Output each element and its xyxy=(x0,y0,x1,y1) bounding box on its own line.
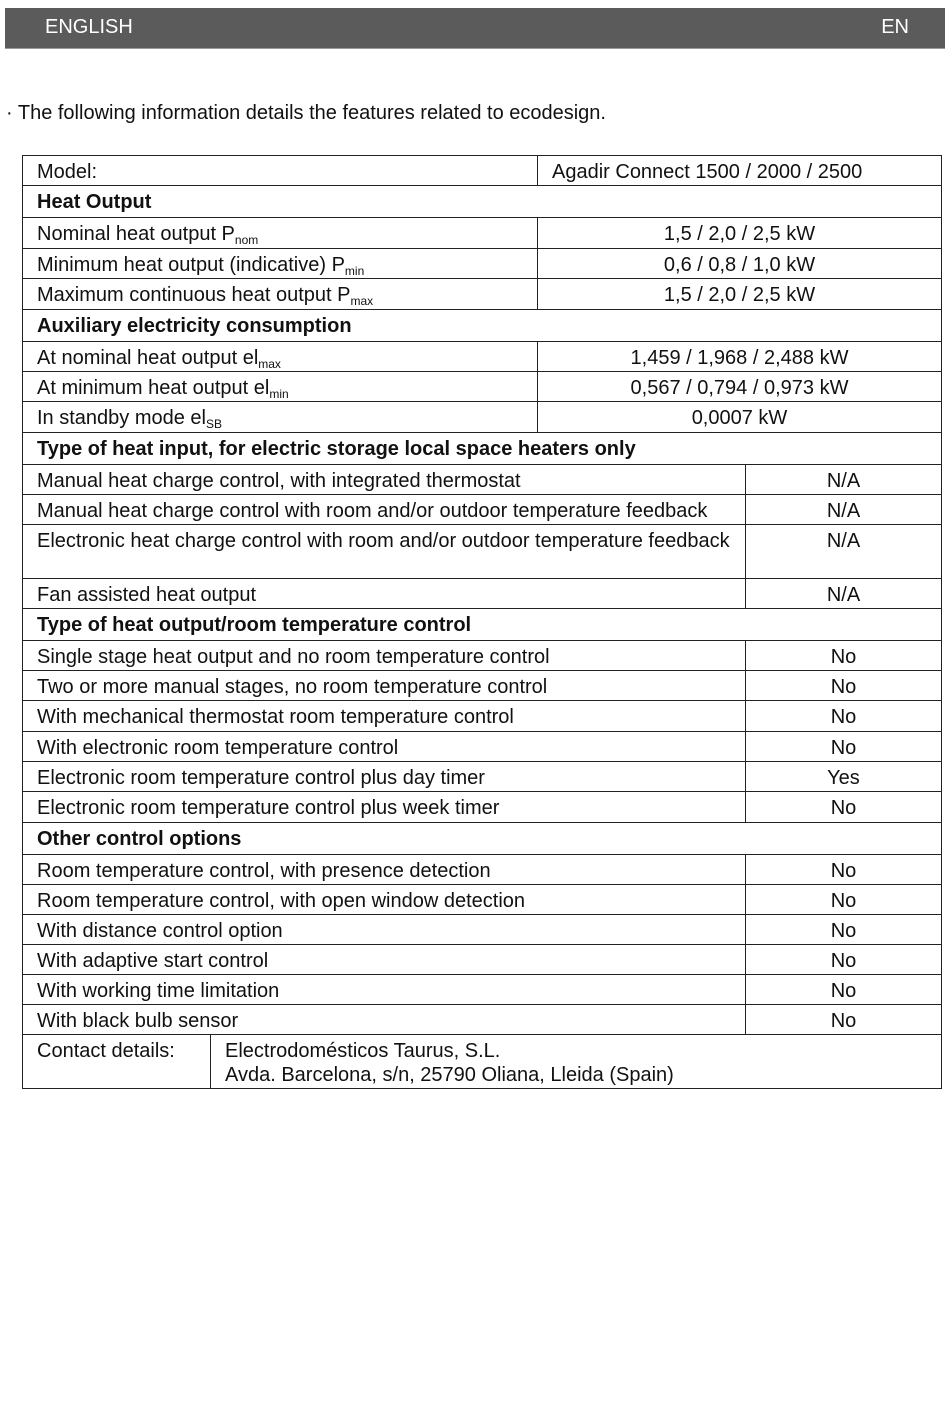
row-label xyxy=(23,525,745,578)
row-value xyxy=(745,465,941,494)
row-label-text: Room temperature control, with presence detection xyxy=(37,860,491,882)
section-title: Type of heat output/room temperature control xyxy=(37,614,472,636)
row-label xyxy=(23,279,537,309)
row-label xyxy=(23,945,745,974)
table-row xyxy=(23,402,941,433)
row-label xyxy=(23,372,537,401)
row-label-text: With mechanical thermostat room temperature control xyxy=(37,706,514,728)
section-title: Other control options xyxy=(37,828,242,850)
table-row xyxy=(23,249,941,279)
row-value xyxy=(537,218,941,248)
row-value xyxy=(537,402,941,432)
table-row xyxy=(23,855,941,885)
row-value-text: No xyxy=(830,950,857,972)
row-label xyxy=(23,465,745,494)
table-row xyxy=(23,915,941,945)
row-value xyxy=(745,495,941,524)
row-value-text: 1,5 / 2,0 / 2,5 kW xyxy=(663,223,816,245)
row-value-text: 0,0007 kW xyxy=(691,407,788,429)
table-row xyxy=(23,671,941,701)
row-label xyxy=(23,249,537,278)
row-value xyxy=(745,732,941,761)
table-row xyxy=(23,279,941,310)
section-header-row xyxy=(23,823,941,855)
row-label-text: With adaptive start control xyxy=(37,950,269,972)
page-header-bar xyxy=(5,8,945,49)
row-label xyxy=(23,641,745,670)
row-label-text: Fan assisted heat output xyxy=(37,584,257,606)
section-header-row xyxy=(23,433,941,465)
row-label xyxy=(23,762,745,791)
table-row xyxy=(23,495,941,525)
row-value-text: No xyxy=(830,676,857,698)
row-value-text: 0,567 / 0,794 / 0,973 kW xyxy=(630,377,849,399)
row-label xyxy=(23,671,745,700)
row-value xyxy=(537,342,941,371)
row-label-text: Manual heat charge control, with integrated thermostat xyxy=(37,470,521,492)
row-value-text: No xyxy=(830,706,857,728)
row-label xyxy=(23,915,745,944)
row-value-text: No xyxy=(830,890,857,912)
table-row xyxy=(23,218,941,249)
row-label-text: At minimum heat output el xyxy=(37,377,270,399)
section-title: Auxiliary electricity consumption xyxy=(37,315,352,337)
row-label xyxy=(23,156,537,185)
row-value-text: 1,459 / 1,968 / 2,488 kW xyxy=(630,347,849,369)
row-value-text: No xyxy=(830,860,857,882)
row-label-text: With working time limitation xyxy=(37,980,280,1002)
intro-text: · The following information details the features related to ecodesign. xyxy=(6,102,606,124)
row-label xyxy=(23,792,745,822)
row-label-text: Contact details: xyxy=(37,1040,175,1062)
row-label xyxy=(23,701,745,731)
row-value xyxy=(537,249,941,278)
row-label xyxy=(23,579,745,608)
table-row xyxy=(23,525,941,579)
row-label xyxy=(23,1035,210,1088)
table-row xyxy=(23,792,941,823)
table-row xyxy=(23,701,941,732)
row-label-text: Manual heat charge control with room and/or outdoor temperature feedback xyxy=(37,500,708,522)
row-value xyxy=(537,372,941,401)
row-value xyxy=(537,156,941,185)
table-row xyxy=(23,732,941,762)
row-label xyxy=(23,885,745,914)
row-value-text: Yes xyxy=(827,767,860,789)
row-label-text: At nominal heat output el xyxy=(37,347,259,369)
row-label-text: Single stage heat output and no room temperature control xyxy=(37,646,550,668)
row-label-subscript: max xyxy=(350,294,374,308)
row-value-text: N/A xyxy=(826,500,861,522)
row-value-text: No xyxy=(830,797,857,819)
section-header-row xyxy=(23,186,941,218)
row-value-text: No xyxy=(830,646,857,668)
row-label xyxy=(23,402,537,432)
row-value-text: N/A xyxy=(826,470,861,492)
row-label-text: Nominal heat output P xyxy=(37,223,235,245)
section-title: Type of heat input, for electric storage local space heaters only xyxy=(37,438,636,460)
row-value-text: N/A xyxy=(826,584,861,606)
row-value xyxy=(745,945,941,974)
row-label-text: Electronic heat charge control with room and/or outdoor temperature feedback xyxy=(37,530,730,552)
row-label-text: Electronic room temperature control plus week timer xyxy=(37,797,500,819)
row-label-text: Model: xyxy=(37,161,98,183)
row-value-text: No xyxy=(830,737,857,759)
row-value-text-line2: Avda. Barcelona, s/n, 25790 Oliana, Lleida (Spain) xyxy=(225,1064,674,1086)
row-value xyxy=(745,701,941,731)
row-label-subscript: nom xyxy=(234,233,259,247)
row-value xyxy=(210,1035,941,1088)
row-value xyxy=(537,279,941,309)
row-value xyxy=(745,579,941,608)
row-label xyxy=(23,855,745,884)
row-value-text: No xyxy=(830,980,857,1002)
row-label xyxy=(23,1005,745,1034)
table-row xyxy=(23,1005,941,1035)
row-label-subscript: min xyxy=(344,264,365,278)
row-value-text: 1,5 / 2,0 / 2,5 kW xyxy=(663,284,816,306)
table-row xyxy=(23,945,941,975)
row-label xyxy=(23,495,745,524)
section-header-row xyxy=(23,609,941,641)
table-row xyxy=(23,885,941,915)
row-value-text: 0,6 / 0,8 / 1,0 kW xyxy=(663,254,816,276)
language-label: ENGLISH xyxy=(45,16,133,38)
row-label xyxy=(23,342,537,371)
row-value-text: Agadir Connect 1500 / 2000 / 2500 xyxy=(552,161,863,183)
row-label-text: Electronic room temperature control plus day timer xyxy=(37,767,485,789)
row-label xyxy=(23,732,745,761)
table-row xyxy=(23,579,941,609)
table-row xyxy=(23,342,941,372)
row-value xyxy=(745,915,941,944)
table-row xyxy=(23,372,941,402)
row-value xyxy=(745,762,941,791)
row-label-text: With distance control option xyxy=(37,920,283,942)
row-value-text: N/A xyxy=(826,530,861,552)
table-row xyxy=(23,1035,941,1088)
section-title: Heat Output xyxy=(37,191,152,213)
row-value xyxy=(745,671,941,700)
row-label xyxy=(23,975,745,1004)
row-label-text: With black bulb sensor xyxy=(37,1010,239,1032)
row-value xyxy=(745,1005,941,1034)
table-row xyxy=(23,465,941,495)
row-value-text: Electrodomésticos Taurus, S.L. xyxy=(225,1040,501,1062)
row-value xyxy=(745,792,941,822)
row-value-text: No xyxy=(830,920,857,942)
row-label-subscript: max xyxy=(258,357,281,371)
row-label xyxy=(23,218,537,248)
table-row xyxy=(23,641,941,671)
row-label-text: Room temperature control, with open window detection xyxy=(37,890,526,912)
row-label-text: Two or more manual stages, no room temperature control xyxy=(37,676,548,698)
table-row xyxy=(23,762,941,792)
language-code: EN xyxy=(881,16,909,38)
row-label-text: With electronic room temperature control xyxy=(37,737,399,759)
row-label-subscript: SB xyxy=(206,417,223,431)
row-label-text: Minimum heat output (indicative) P xyxy=(37,254,345,276)
row-value xyxy=(745,855,941,884)
row-label-text: In standby mode el xyxy=(37,407,206,429)
row-value-text: No xyxy=(830,1010,857,1032)
ecodesign-table xyxy=(22,155,942,1089)
row-label-subscript: min xyxy=(269,387,289,401)
row-value xyxy=(745,525,941,578)
row-label-text: Maximum continuous heat output P xyxy=(37,284,351,306)
table-row xyxy=(23,156,941,186)
row-value xyxy=(745,641,941,670)
row-value xyxy=(745,885,941,914)
table-row xyxy=(23,975,941,1005)
section-header-row xyxy=(23,310,941,342)
row-value xyxy=(745,975,941,1004)
